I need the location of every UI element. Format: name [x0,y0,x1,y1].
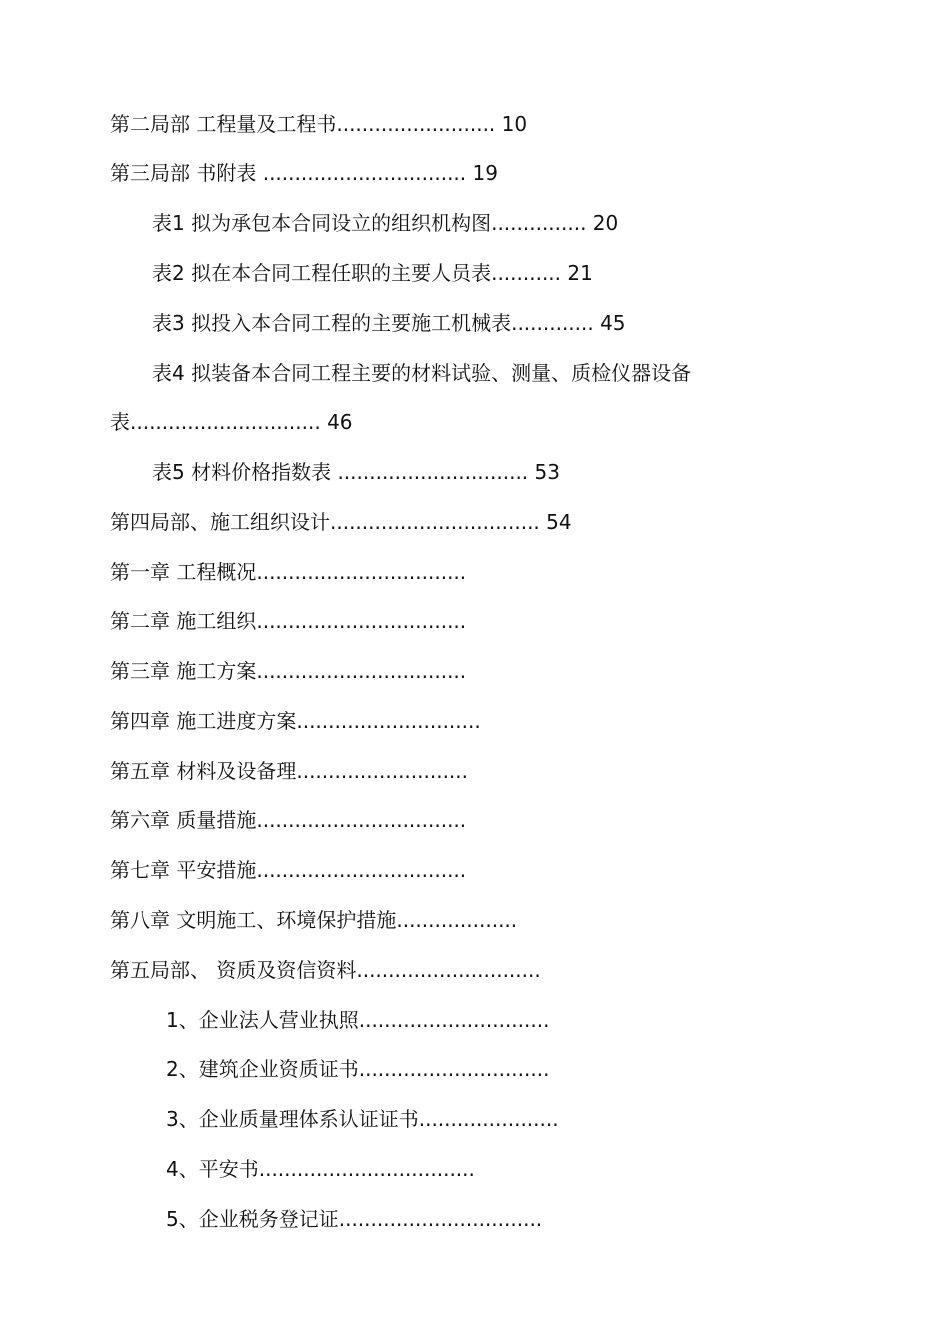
toc-item-2: 2、建筑企业资质证书.............................. [166,1057,550,1081]
toc-part-2: 第二局部 工程量及工程书......................... 10 [110,112,528,136]
toc-table-4-cont: 表.............................. 46 [110,410,353,434]
toc-part-4: 第四局部、施工组织设计................................. 54 [110,510,572,534]
toc-part-5: 第五局部、 资质及资信资料............................. [110,958,541,982]
toc-table-1: 表1 拟为承包本合同设立的组织机构图............... 20 [152,211,619,235]
toc-chapter-1: 第一章 工程概况................................. [110,560,467,584]
toc-chapter-2: 第二章 施工组织................................. [110,609,467,633]
toc-chapter-8: 第八章 文明施工、环境保护措施................... [110,908,518,932]
toc-item-1: 1、企业法人营业执照.............................. [166,1008,550,1032]
toc-item-5: 5、企业税务登记证................................ [166,1207,543,1231]
toc-table-5: 表5 材料价格指数表 .............................. 53 [152,460,560,484]
toc-table-4: 表4 拟装备本合同工程主要的材料试验、测量、质检仪器设备 [152,361,692,385]
toc-chapter-6: 第六章 质量措施................................. [110,808,467,832]
toc-table-3: 表3 拟投入本合同工程的主要施工机械表............. 45 [152,311,626,335]
toc-item-3: 3、企业质量理体系认证证书...................... [166,1107,559,1131]
toc-item-4: 4、平安书.................................. [166,1157,475,1181]
toc-part-3: 第三局部 书附表 ................................ 19 [110,161,498,185]
toc-chapter-3: 第三章 施工方案................................. [110,659,467,683]
toc-chapter-5: 第五章 材料及设备理........................... [110,759,469,783]
toc-chapter-7: 第七章 平安措施................................. [110,858,467,882]
toc-chapter-4: 第四章 施工进度方案............................. [110,709,481,733]
toc-table-2: 表2 拟在本合同工程任职的主要人员表........... 21 [152,261,593,285]
